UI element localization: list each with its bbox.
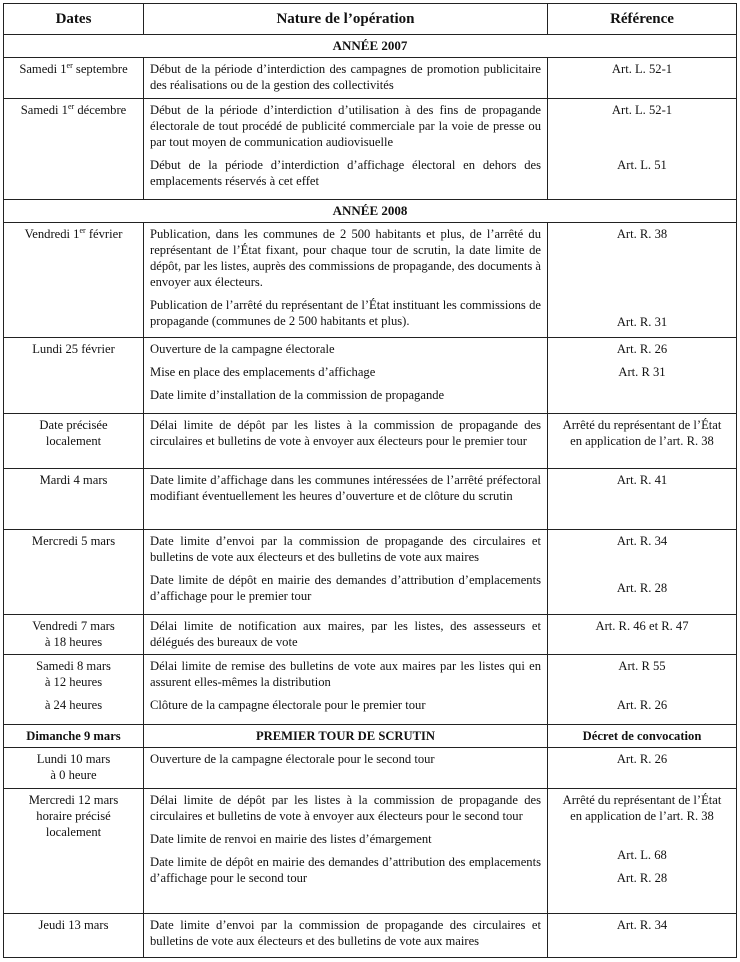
reference-cell: Décret de convocation (548, 725, 737, 748)
reference-text: Arrêté du représentant de l’État (562, 793, 722, 807)
operation-text: Ouverture de la campagne électorale pour le second tour (150, 752, 435, 766)
operation-cell (144, 469, 548, 530)
reference-text: Art. R. 26 (616, 752, 668, 766)
table-row (4, 58, 737, 99)
reference-text: Art. R. 26 (616, 342, 668, 356)
reference-text: Art. R 55 (618, 659, 666, 673)
operation-cell (144, 58, 548, 99)
operation-text: Date limite de dépôt en mairie des demandes d’attribution d’emplacements d’affichage pour le premier tour (150, 573, 541, 603)
table-row (4, 655, 737, 725)
table-row (4, 99, 737, 200)
table-row (4, 223, 737, 338)
reference-cell (548, 223, 737, 338)
date-cell: Samedi 8 mars à 12 heures à 24 heures (4, 655, 144, 725)
operation-cell (144, 338, 548, 414)
reference-text: Art. L. 68 (617, 848, 667, 862)
table-row (4, 469, 737, 530)
reference-cell (548, 615, 737, 655)
operation-text: Clôture de la campagne électorale pour le premier tour (150, 698, 426, 712)
operation-text: Délai limite de dépôt par les listes à la commission de propagande des circulaires et bulletins de vote à envoyer aux électeurs pour le second tour (150, 793, 541, 823)
reference-text: Art. R. 26 (616, 698, 668, 712)
operation-text: Date limite de dépôt en mairie des demandes d’attribution des emplacements d’affichage pour le second tour (150, 855, 541, 885)
operation-text: Délai limite de notification aux maires, par les listes, des assesseurs et délégués des bureaux de vote (150, 619, 541, 649)
operation-cell (144, 223, 548, 338)
operation-text: Publication, dans les communes de 2 500 habitants et plus, de l’arrêté du représentant de l’État fixant, pour chaque tour de scrutin, la date limite de dépôt, par les listes, auprès des commissions de propagande, des documents à envoyer aux électeurs. (150, 227, 542, 289)
operation-text: Date limite d’installation de la commission de propagande (150, 388, 445, 402)
reference-text: Art. R. 34 (616, 918, 668, 932)
date-cell: Lundi 25 février (4, 338, 144, 414)
operation-text: Publication de l’arrêté du représentant de l’État instituant les commissions de propagande (communes de 2 500 habitants et plus). (150, 298, 541, 328)
operation-cell: PREMIER TOUR DE SCRUTIN (144, 725, 548, 748)
header-nature: Nature de l’opération (144, 4, 548, 35)
operation-cell (144, 615, 548, 655)
date-cell: Samedi 1er décembre (4, 99, 144, 200)
reference-cell (548, 58, 737, 99)
date-cell: Lundi 10 mars à 0 heure (4, 748, 144, 789)
operation-cell (144, 748, 548, 789)
date-cell: Samedi 1er septembre (4, 58, 144, 99)
operation-text: Date limite d’affichage dans les communes intéressées de l’arrêté préfectoral modifiant éventuellement les heures d’ouverture et de clôture du scrutin (150, 473, 541, 503)
reference-cell (548, 789, 737, 914)
header-dates: Dates (4, 4, 144, 35)
reference-text: Art. R. 34 (616, 534, 668, 548)
reference-text: Art. R. 38 (616, 227, 668, 241)
operation-text: Délai limite de dépôt par les listes à la commission de propagande des circulaires et bulletins de vote à envoyer aux électeurs pour le premier tour (150, 418, 541, 448)
operation-text: Date limite d’envoi par la commission de propagande des circulaires et bulletins de vote aux électeurs et des bulletins de vote aux maires (150, 918, 541, 948)
reference-text: Art. R. 46 et R. 47 (595, 619, 689, 633)
reference-cell (548, 338, 737, 414)
first-round-row (4, 725, 737, 748)
date-cell: Mercredi 12 mars horaire précisé localement (4, 789, 144, 914)
reference-text: Art. R 31 (618, 365, 666, 379)
reference-cell (548, 469, 737, 530)
date-cell: Date précisée localement (4, 414, 144, 469)
header-reference: Référence (548, 4, 737, 35)
operation-text: Début de la période d’interdiction des campagnes de promotion publicitaire des réalisations ou de la gestion des collectivités (150, 62, 541, 92)
table-row (4, 748, 737, 789)
reference-text: en application de l’art. R. 38 (570, 434, 714, 448)
date-cell: Vendredi 1er février (4, 223, 144, 338)
operation-cell (144, 530, 548, 615)
operation-text: Début de la période d’interdiction d’affichage électoral en dehors des emplacements réservés à cet effet (150, 158, 541, 188)
operation-text: Date limite de renvoi en mairie des listes d’émargement (150, 832, 432, 846)
section-title: ANNÉE 2008 (4, 200, 737, 223)
date-cell: Mardi 4 mars (4, 469, 144, 530)
section-row-2008 (4, 200, 737, 223)
reference-text: Art. R. 31 (616, 315, 668, 329)
reference-text: Art. R. 28 (616, 581, 668, 595)
reference-text: Arrêté du représentant de l’État (562, 418, 722, 432)
section-title: ANNÉE 2007 (4, 35, 737, 58)
section-row-2007 (4, 35, 737, 58)
table-row (4, 789, 737, 914)
date-cell: Vendredi 7 mars à 18 heures (4, 615, 144, 655)
operation-text: Délai limite de remise des bulletins de vote aux maires par les listes qui en assurent elles-mêmes la distribution (150, 659, 541, 689)
date-cell: Dimanche 9 mars (4, 725, 144, 748)
reference-text: Art. R. 41 (616, 473, 668, 487)
reference-text: en application de l’art. R. 38 (570, 809, 714, 823)
operation-cell (144, 914, 548, 958)
reference-cell (548, 655, 737, 725)
reference-text: Art. R. 28 (616, 871, 668, 885)
table-row (4, 338, 737, 414)
date-cell: Mercredi 5 mars (4, 530, 144, 615)
table-header-row (4, 4, 737, 35)
operation-cell (144, 789, 548, 914)
reference-text: Art. L. 52-1 (611, 62, 673, 76)
reference-cell (548, 914, 737, 958)
operation-cell (144, 99, 548, 200)
table-row (4, 914, 737, 958)
reference-cell (548, 99, 737, 200)
reference-cell (548, 530, 737, 615)
table-row (4, 615, 737, 655)
electoral-calendar-table (3, 3, 737, 958)
reference-text: Art. L. 51 (617, 158, 667, 172)
reference-cell (548, 414, 737, 469)
operation-cell (144, 414, 548, 469)
operation-text: Ouverture de la campagne électorale (150, 342, 335, 356)
table-row (4, 530, 737, 615)
table-row (4, 414, 737, 469)
operation-text: Date limite d’envoi par la commission de propagande des circulaires et bulletins de vote aux électeurs et des bulletins de vote aux maires (150, 534, 541, 564)
operation-text: Début de la période d’interdiction d’utilisation à des fins de propagande électorale de tout procédé de publicité commerciale par la voie de presse ou par tout moyen de communication audiovisuelle (150, 103, 541, 149)
operation-cell (144, 655, 548, 725)
reference-text: Art. L. 52-1 (611, 103, 673, 117)
reference-cell (548, 748, 737, 789)
date-cell: Jeudi 13 mars (4, 914, 144, 958)
operation-text: Mise en place des emplacements d’affichage (150, 365, 376, 379)
